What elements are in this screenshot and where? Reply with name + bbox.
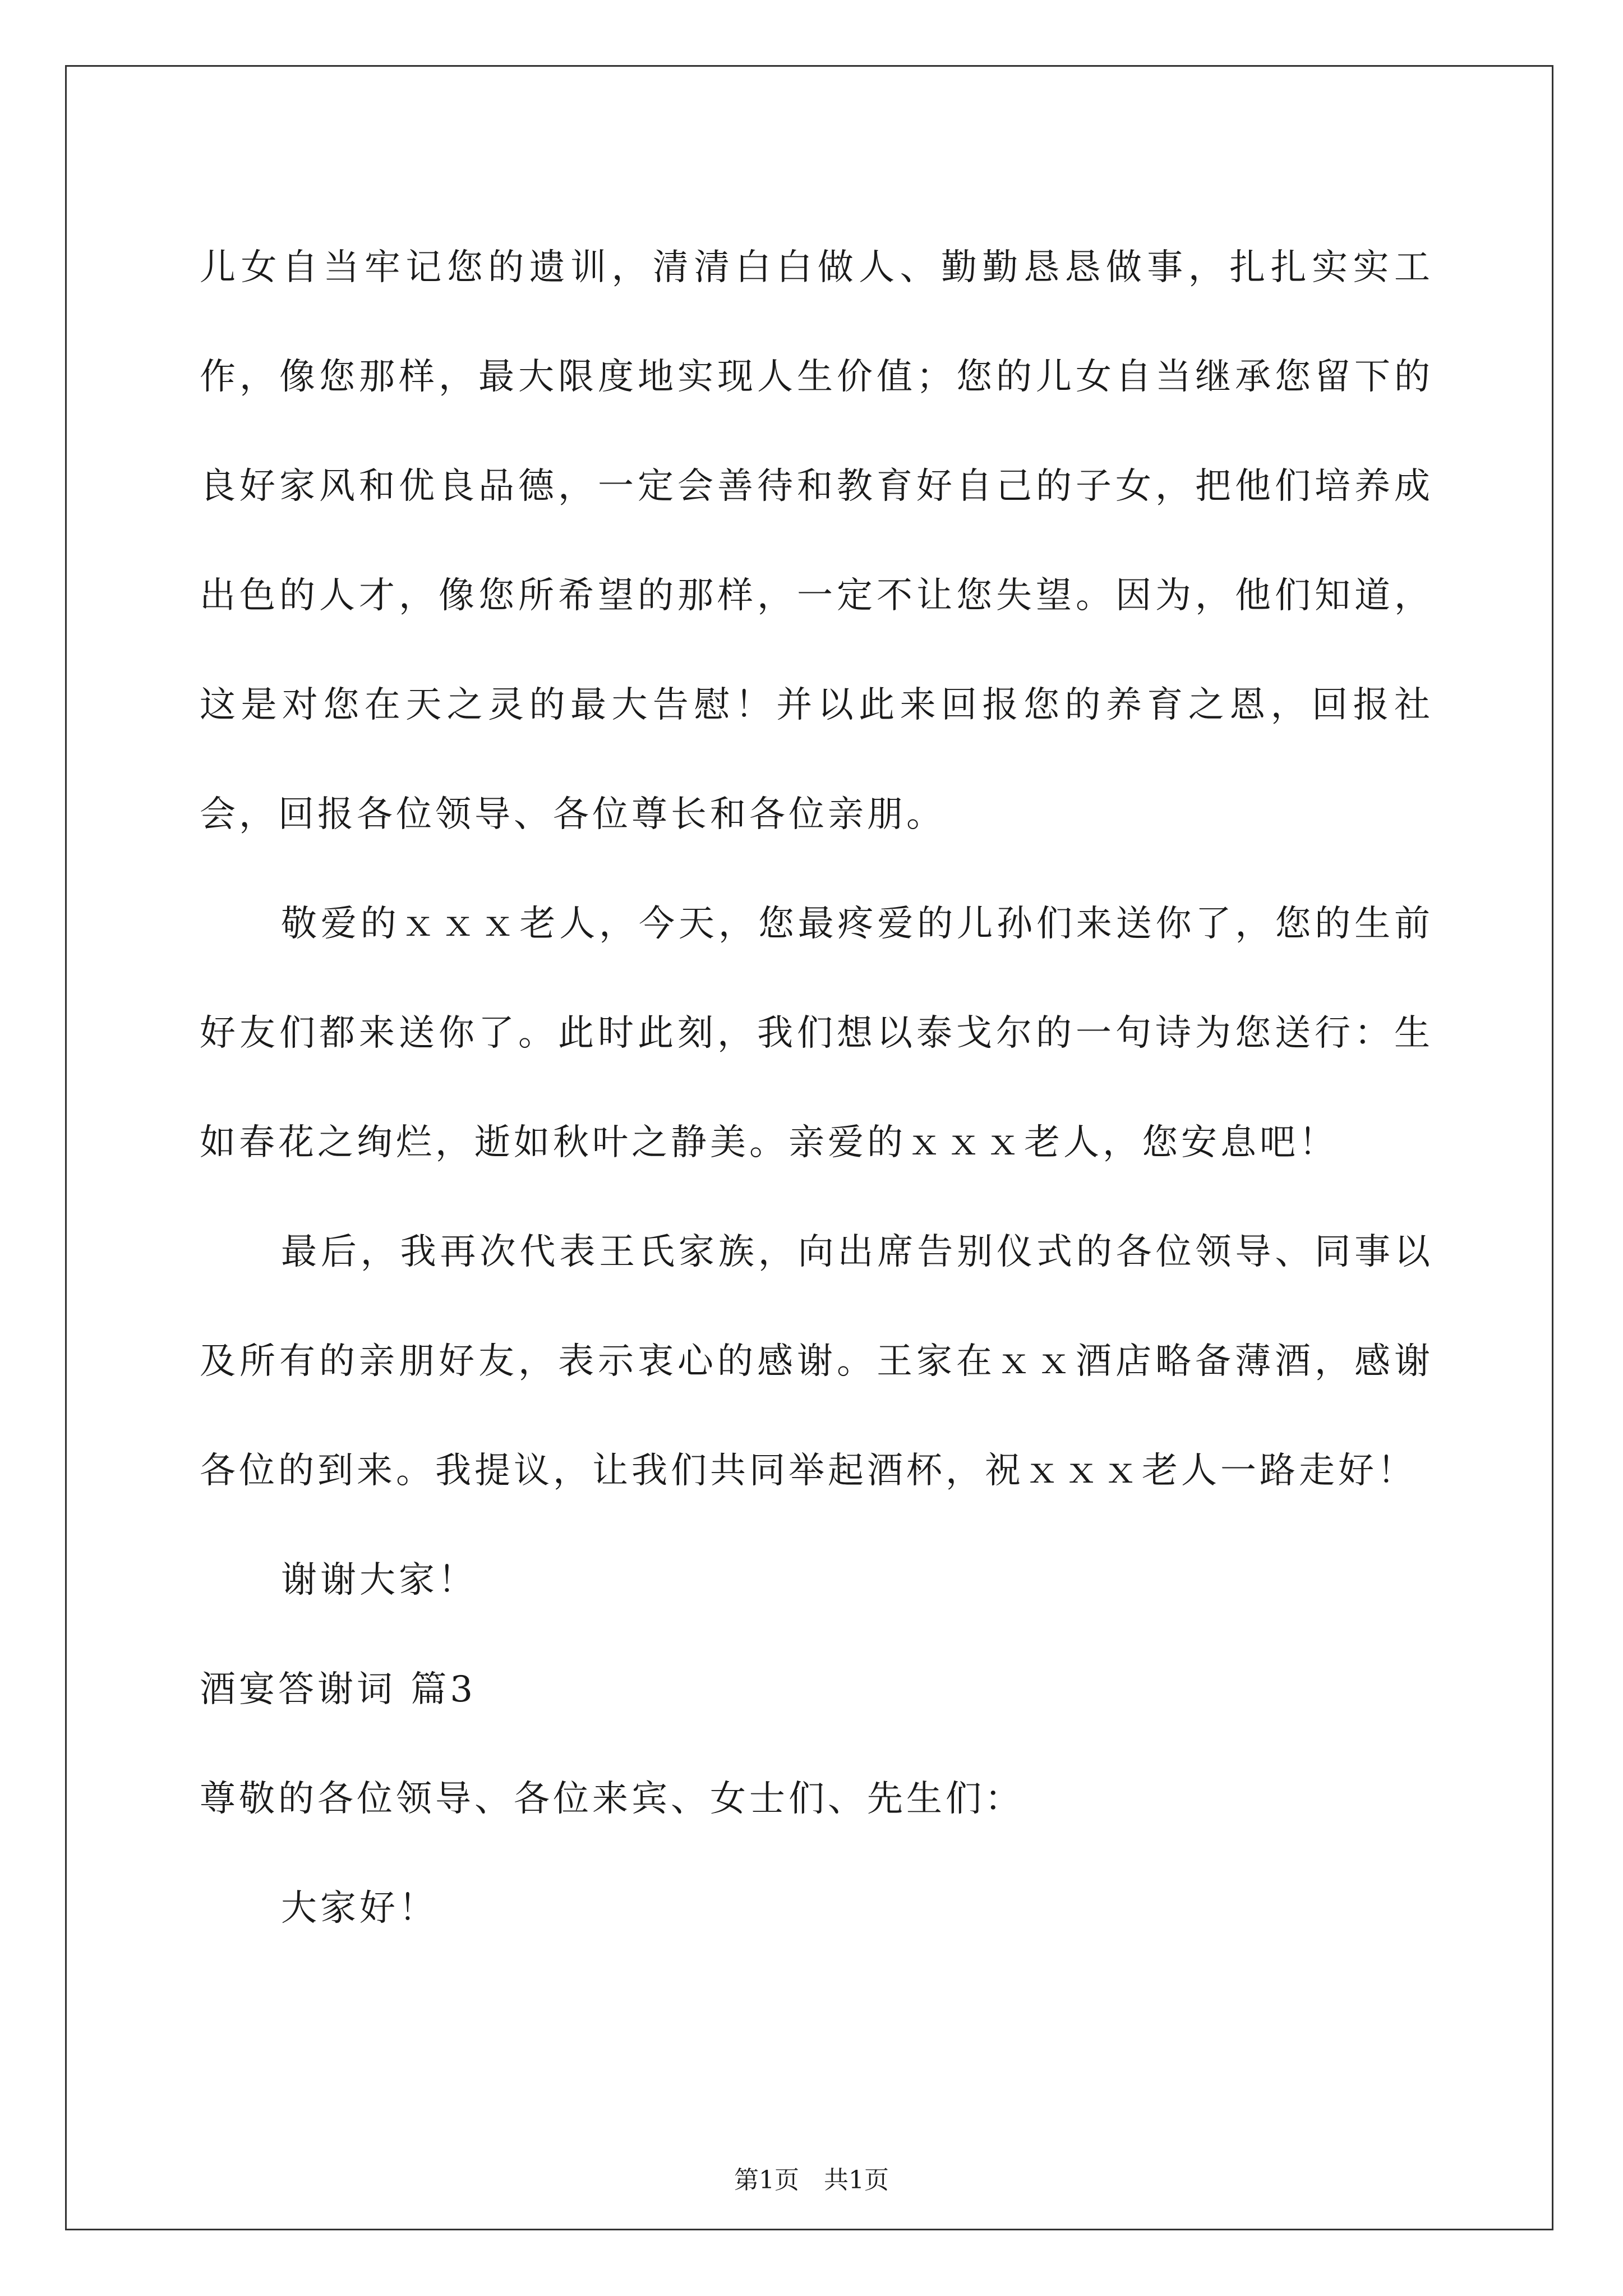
paragraph-thanks: 最后，我再次代表王氏家族，向出席告别仪式的各位领导、同事以及所有的亲朋好友，表示衷心的感谢。王家在ｘｘ酒店略备薄酒，感谢各位的到来。我提议，让我们共同举起酒杯，祝ｘｘｘ老人一路走好！ [200, 1231, 1433, 1492]
paragraph-testament: 儿女自当牢记您的遗训，清清白白做人、勤勤恳恳做事，扎扎实实工作，像您那样，最大限度地实现人生价值；您的儿女自当继承您留下的良好家风和优良品德，一定会善待和教育好自己的子女，把他们培养成出色的人才，像您所希望的那样，一定不让您失望。因为，他们知道，这是对您在天之灵的最大告慰！并以此来回报您的养育之恩，回报社会，回报各位领导、各位尊长和各位亲朋。 [200, 247, 1433, 835]
document-body [200, 213, 1433, 1963]
paragraph-closing: 谢谢大家！ [281, 1559, 477, 1601]
paragraph-farewell: 敬爱的ｘｘｘ老人，今天，您最疼爱的儿孙们来送你了，您的生前好友们都来送你了。此时此刻，我们想以泰戈尔的一句诗为您送行：生如春花之绚烂，逝如秋叶之静美。亲爱的ｘｘｘ老人，您安息吧！ [200, 903, 1433, 1163]
section-heading: 酒宴答谢词 篇3 [200, 1669, 477, 1710]
page-footer: 第1页 共1页 [734, 2166, 889, 2194]
greeting: 大家好！ [281, 1888, 438, 1929]
salutation: 尊敬的各位领导、各位来宾、女士们、先生们： [200, 1778, 1024, 1820]
